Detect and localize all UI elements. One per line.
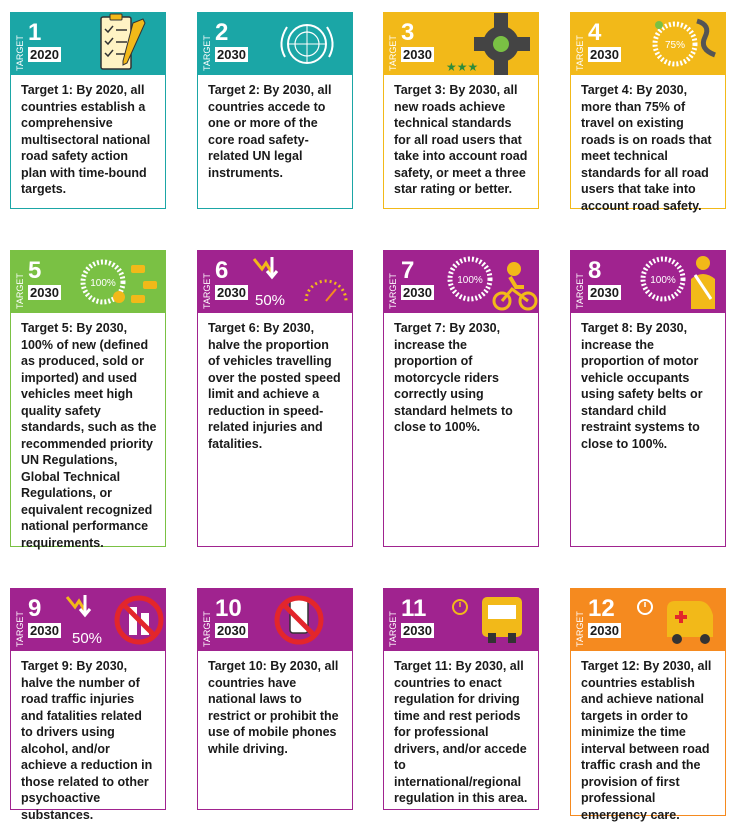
badge-text: 75% xyxy=(664,40,686,51)
roundabout-three-star-icon xyxy=(438,13,538,75)
card-header xyxy=(198,251,352,313)
target-label: TARGET xyxy=(575,273,585,309)
target-number: 9 xyxy=(28,595,42,622)
svg-text:★★★: ★★★ xyxy=(446,60,479,74)
road-gauge-75-icon xyxy=(625,13,725,75)
target-label: TARGET xyxy=(388,35,398,71)
target-year: 2030 xyxy=(217,47,246,62)
target-description: Target 11: By 2030, all countries to enact regulation for driving time and rest periods for professional drivers, and/or accede to international/regional regulation in this area. xyxy=(394,659,528,805)
target-year: 2030 xyxy=(217,285,246,300)
target-year: 2030 xyxy=(403,47,432,62)
no-phone-icon xyxy=(252,589,352,651)
card-header xyxy=(11,13,165,75)
target-description: Target 4: By 2030, more than 75% of travel on existing roads is on roads that meet technical standards for all road users that take into account road safety. xyxy=(581,83,712,213)
target-number: 4 xyxy=(588,19,602,46)
truck-clock-icon xyxy=(438,589,538,651)
un-emblem-icon xyxy=(252,13,352,75)
target-number: 2 xyxy=(215,19,229,46)
target-year: 2030 xyxy=(590,285,619,300)
target-label: TARGET xyxy=(575,611,585,647)
target-number: 5 xyxy=(28,257,42,284)
target-card-5 xyxy=(10,250,166,550)
card-header xyxy=(198,589,352,651)
card-header xyxy=(198,13,352,75)
target-card-4 xyxy=(570,12,726,213)
target-year: 2030 xyxy=(590,47,619,62)
target-year: 2030 xyxy=(590,623,619,638)
card-header xyxy=(11,589,165,651)
target-description: Target 9: By 2030, halve the number of road traffic injuries and fatalities related to drivers using alcohol, and/or achieve a reduction in those related to other psychoactive substances. xyxy=(21,659,153,822)
card-header xyxy=(384,251,538,313)
card-header xyxy=(571,589,725,651)
target-label: TARGET xyxy=(388,611,398,647)
target-year: 2020 xyxy=(30,47,59,62)
target-year: 2030 xyxy=(403,623,432,638)
target-number: 1 xyxy=(28,19,42,46)
badge-text: 100% xyxy=(650,275,676,286)
target-number: 7 xyxy=(401,257,415,284)
target-label: TARGET xyxy=(388,273,398,309)
target-card-7 xyxy=(383,250,539,547)
no-alcohol-50-icon xyxy=(65,589,165,651)
card-header xyxy=(384,13,538,75)
target-number: 3 xyxy=(401,19,415,46)
card-header xyxy=(571,13,725,75)
target-number: 11 xyxy=(401,595,427,622)
motorcycle-helmet-100-icon xyxy=(438,251,538,313)
badge-text: 50% xyxy=(71,630,103,647)
target-card-8 xyxy=(570,250,726,547)
target-number: 12 xyxy=(588,595,615,622)
card-header xyxy=(11,251,165,313)
target-description: Target 6: By 2030, halve the proportion of vehicles travelling over the posted speed limit and achieve a reduction in speed-related injuries and fatalities. xyxy=(208,321,341,451)
target-number: 10 xyxy=(215,595,242,622)
target-description: Target 10: By 2030, all countries have national laws to restrict or prohibit the use of mobile phones while driving. xyxy=(208,659,339,756)
target-card-2 xyxy=(197,12,353,209)
target-number: 8 xyxy=(588,257,602,284)
target-year: 2030 xyxy=(403,285,432,300)
target-year: 2030 xyxy=(30,285,59,300)
card-header xyxy=(571,251,725,313)
target-card-6 xyxy=(197,250,353,547)
target-description: Target 7: By 2030, increase the proportion of motorcycle riders correctly using standard helmets to close to 100%. xyxy=(394,321,513,434)
target-description: Target 2: By 2030, all countries accede to one or more of the core road safety-related UN legal instruments. xyxy=(208,83,332,180)
target-description: Target 1: By 2020, all countries establish a comprehensive multisectoral national road safety action plan with time-bound targets. xyxy=(21,83,151,196)
target-card-1 xyxy=(10,12,166,209)
target-description: Target 5: By 2030, 100% of new (defined as produced, sold or imported) and used vehicles meet high quality safety standards, such as the recommended priority UN Regulations, Global Technical Regulations, or equivalent recognized national performance requirements. xyxy=(21,321,157,550)
target-card-11 xyxy=(383,588,539,810)
target-description: Target 3: By 2030, all new roads achieve technical standards for all road users that take into account road safety, or meet a three star rating or better. xyxy=(394,83,528,196)
target-label: TARGET xyxy=(202,611,212,647)
target-card-9 xyxy=(10,588,166,822)
checklist-icon xyxy=(65,13,165,75)
target-card-12 xyxy=(570,588,726,822)
target-label: TARGET xyxy=(15,35,25,71)
target-number: 6 xyxy=(215,257,229,284)
target-label: TARGET xyxy=(15,273,25,309)
badge-text: 100% xyxy=(457,275,483,286)
badge-text: 100% xyxy=(90,278,116,289)
target-label: TARGET xyxy=(202,35,212,71)
badge-text: 50% xyxy=(254,292,286,309)
ambulance-clock-icon xyxy=(625,589,725,651)
target-card-10 xyxy=(197,588,353,810)
target-description: Target 12: By 2030, all countries establish and achieve national targets in order to minimize the time interval between road traffic crash and the provision of first professional emergency care. xyxy=(581,659,712,822)
card-header xyxy=(384,589,538,651)
car-gauge-100-icon xyxy=(65,251,165,313)
target-description: Target 8: By 2030, increase the proportion of motor vehicle occupants using safety belts or standard child restraint systems to close to 100%. xyxy=(581,321,703,451)
target-label: TARGET xyxy=(575,35,585,71)
seatbelt-100-icon xyxy=(625,251,725,313)
target-card-3 xyxy=(383,12,539,209)
speedometer-50-icon xyxy=(252,251,352,313)
target-label: TARGET xyxy=(15,611,25,647)
target-year: 2030 xyxy=(217,623,246,638)
target-year: 2030 xyxy=(30,623,59,638)
target-label: TARGET xyxy=(202,273,212,309)
